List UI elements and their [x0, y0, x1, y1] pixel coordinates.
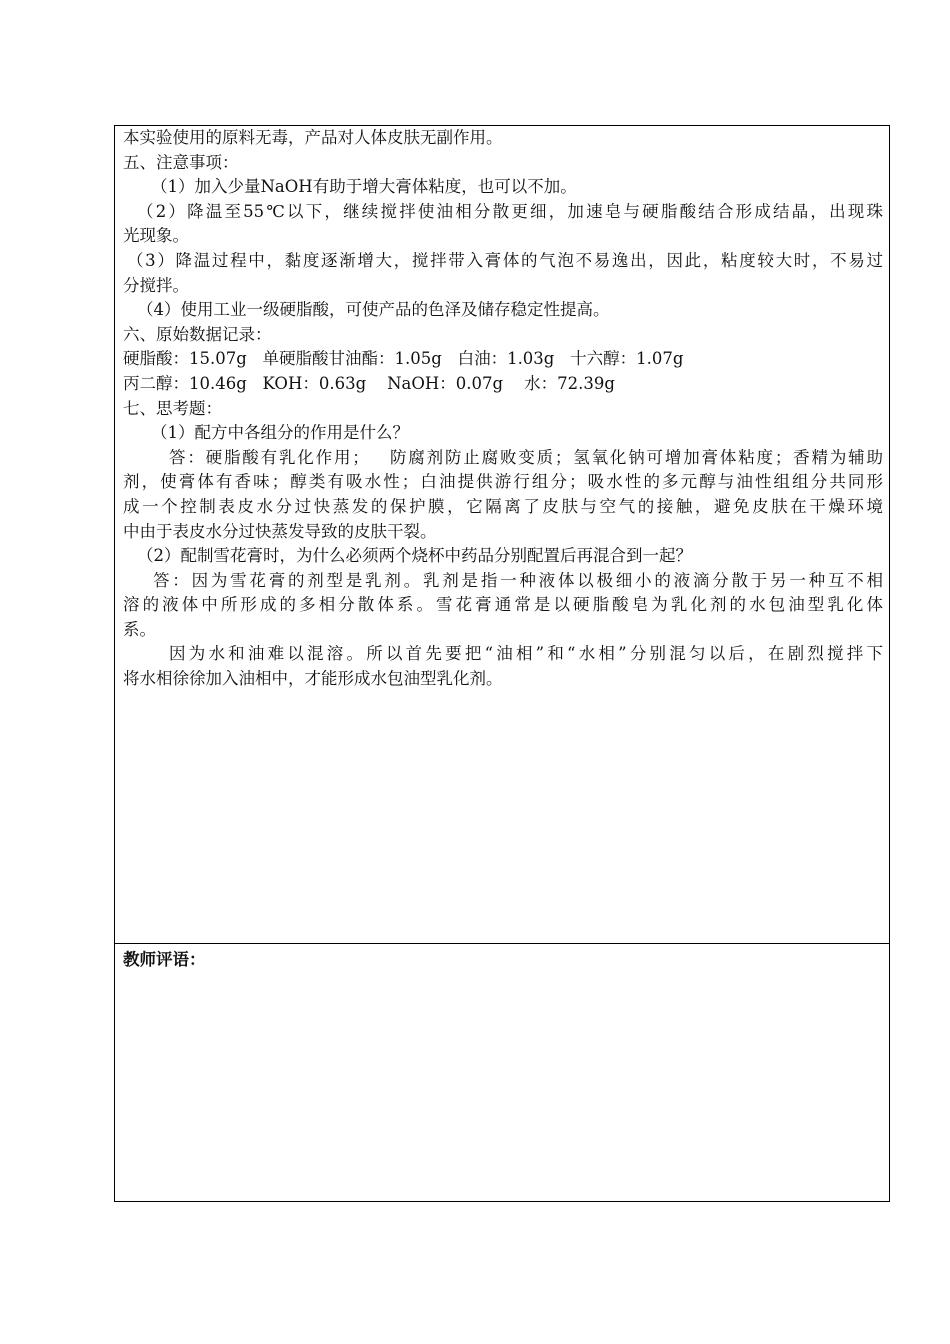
answer-2-line-2: 溶的液体中所形成的多相分散体系。雪花膏通常是以硬脂酸皂为乳化剂的水包油型乳化体 [123, 595, 883, 615]
teacher-comment-label: 教师评语： [123, 950, 206, 969]
experiment-content-cell [115, 126, 889, 944]
answer-2-line-3: 系。 [123, 619, 156, 639]
report-table [114, 125, 890, 1202]
note-item-2-line-2: 光现象。 [123, 226, 189, 246]
note-item-3-line-2: 分搅拌。 [123, 275, 189, 295]
note-item-1: （1）加入少量NaOH有助于增大膏体粘度，也可以不加。 [151, 177, 577, 197]
note-item-4: （4）使用工业一级硬脂酸，可使产品的色泽及储存稳定性提高。 [137, 300, 610, 320]
teacher-comment-cell [115, 944, 889, 1201]
answer-2b-line-2: 将水相徐徐加入油相中，才能形成水包油型乳化剂。 [123, 669, 503, 689]
answer-1-line-3: 成一个控制表皮水分过快蒸发的保护膜，它隔离了皮肤与空气的接触，避免皮肤在干燥环境 [123, 496, 883, 516]
notes-heading: 五、注意事项： [123, 152, 239, 172]
answer-2b-line-1: 因为水和油难以混溶。所以首先要把“油相”和“水相”分别混匀以后，在剧烈搅拌下 [169, 644, 883, 664]
raw-data-row-1: 硬脂酸：15.07g 单硬脂酸甘油酯：1.05g 白油：1.03g 十六醇：1.07g [123, 349, 684, 369]
raw-data-row-2: 丙二醇：10.46g KOH：0.63g NaOH：0.07g 水：72.39g [123, 373, 615, 393]
answer-1-line-4: 中由于表皮水分过快蒸发导致的皮肤干裂。 [123, 521, 437, 541]
answer-1-line-2: 剂，使膏体有香味；醇类有吸水性；白油提供游行组分；吸水性的多元醇与油性组组分共同形 [123, 472, 883, 492]
answer-1-line-1: 答：硬脂酸有乳化作用； 防腐剂防止腐败变质；氢氧化钠可增加膏体粘度；香精为辅助 [169, 447, 883, 467]
intro-text: 本实验使用的原料无毒，产品对人体皮肤无副作用。 [123, 128, 503, 147]
question-2: （2）配制雪花膏时，为什么必须两个烧杯中药品分别配置后再混合到一起？ [137, 546, 692, 566]
note-item-2-line-1: （2）降温至55℃以下，继续搅拌使油相分散更细，加速皂与硬脂酸结合形成结晶，出现珠 [137, 201, 883, 221]
questions-heading: 七、思考题： [123, 398, 222, 418]
answer-2-line-1: 答：因为雪花膏的剂型是乳剂。乳剂是指一种液体以极细小的液滴分散于另一种互不相 [153, 570, 883, 590]
question-1: （1）配方中各组分的作用是什么？ [151, 423, 409, 443]
raw-data-heading: 六、原始数据记录： [123, 324, 272, 344]
note-item-3-line-1: （3）降温过程中，黏度逐渐增大，搅拌带入膏体的气泡不易逸出，因此，粘度较大时，不易过 [127, 250, 883, 270]
